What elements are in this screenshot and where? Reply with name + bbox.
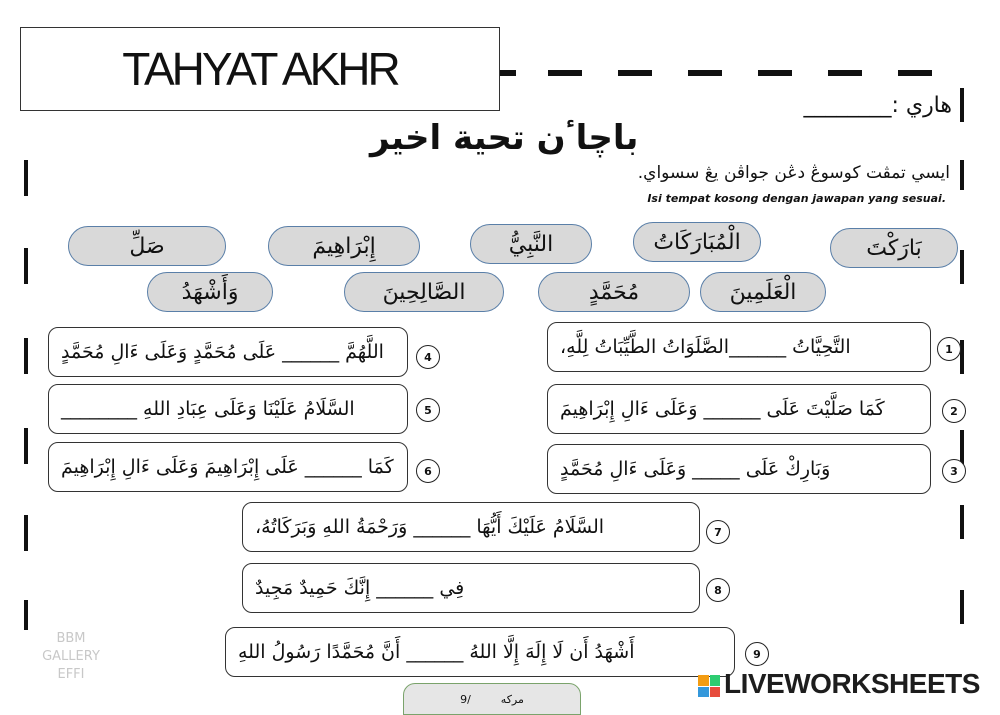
question-number: 1 xyxy=(937,337,961,361)
title-box xyxy=(20,27,500,111)
word-pill[interactable]: الْعَلَمِينَ xyxy=(700,272,826,312)
date-label: هاري :________ xyxy=(803,93,952,118)
watermark-line: EFFI xyxy=(57,667,85,682)
question-number: 6 xyxy=(416,459,440,483)
instruction-malay: Isi tempat kosong dengan jawapan yang sesuai. xyxy=(647,192,946,205)
question-box[interactable] xyxy=(48,327,408,377)
question-box[interactable] xyxy=(48,384,408,434)
question-number: 5 xyxy=(416,398,440,422)
word-pill[interactable]: الْمُبَارَكَاتُ xyxy=(633,222,761,262)
title-text: TAHYAT AKHR xyxy=(122,43,398,95)
question-text: كَمَا ______ عَلَى إِبْرَاهِيمَ وَعَلَى ءَالِ إِبْرَاهِيمَ xyxy=(61,456,394,478)
question-number: 8 xyxy=(706,578,730,602)
score-value: 9/ xyxy=(460,692,471,706)
word-pill[interactable]: الصَّالِحِينَ xyxy=(344,272,504,312)
question-box[interactable] xyxy=(547,384,931,434)
question-number: 2 xyxy=(942,399,966,423)
score-label: مركه xyxy=(500,692,524,706)
brand-name[interactable]: LIVEWORKSHEETS xyxy=(724,668,980,699)
question-number: 9 xyxy=(745,642,769,666)
question-text: فِي ______ إِنَّكَ حَمِيدٌ مَجِيدٌ xyxy=(255,577,465,599)
instruction-jawi: ايسي تمڤت كوسوڠ دڠن جواڤن يڠ سسواي. xyxy=(637,163,950,183)
liveworksheets-logo-icon xyxy=(698,675,720,697)
question-number: 7 xyxy=(706,520,730,544)
word-pill[interactable]: صَلِّ xyxy=(68,226,226,266)
watermark-line: GALLERY xyxy=(42,649,100,664)
question-text: اللَّهُمَّ ______ عَلَى مُحَمَّدٍ وَعَلَى ءَالِ مُحَمَّدٍ xyxy=(61,341,384,363)
question-text: السَّلَامُ عَلَيْكَ أَيُّهَا ______ وَرَحْمَةُ اللهِ وَبَرَكَاتُهُ، xyxy=(255,516,605,538)
question-text: التَّحِيَّاتُ ______الصَّلَوَاتُ الطَّيِّبَاتُ لِلَّهِ، xyxy=(560,336,851,358)
question-box[interactable] xyxy=(547,444,931,494)
question-box[interactable] xyxy=(225,627,735,677)
word-pill[interactable]: النَّبِيُّ xyxy=(470,224,592,264)
watermark-logo xyxy=(28,630,114,700)
question-text: السَّلَامُ عَلَيْنَا وَعَلَى عِبَادِ اللهِ ________ xyxy=(61,398,355,420)
question-text: وَبَارِكْ عَلَى _____ وَعَلَى ءَالِ مُحَمَّدٍ xyxy=(560,458,831,480)
watermark-line: BBM xyxy=(56,631,86,646)
worksheet-heading: باچاٴن تحية اخير xyxy=(370,118,639,158)
question-number: 4 xyxy=(416,345,440,369)
question-text: أَشْهَدُ أَن لَا إِلَهَ إِلَّا اللهُ ______ أَنَّ مُحَمَّدًا رَسُولُ اللهِ xyxy=(238,641,635,663)
question-box[interactable] xyxy=(242,502,700,552)
question-number: 3 xyxy=(942,459,966,483)
word-pill[interactable]: إِبْرَاهِيمَ xyxy=(268,226,420,266)
word-pill[interactable]: مُحَمَّدٍ xyxy=(538,272,690,312)
question-box[interactable] xyxy=(242,563,700,613)
question-box[interactable] xyxy=(48,442,408,492)
question-text: كَمَا صَلَّيْتَ عَلَى ______ وَعَلَى ءَالِ إِبْرَاهِيمَ xyxy=(560,398,885,420)
question-box[interactable] xyxy=(547,322,931,372)
score-tab xyxy=(403,683,581,715)
word-pill[interactable]: بَارَكْتَ xyxy=(830,228,958,268)
word-pill[interactable]: وَأَشْهَدُ xyxy=(147,272,273,312)
